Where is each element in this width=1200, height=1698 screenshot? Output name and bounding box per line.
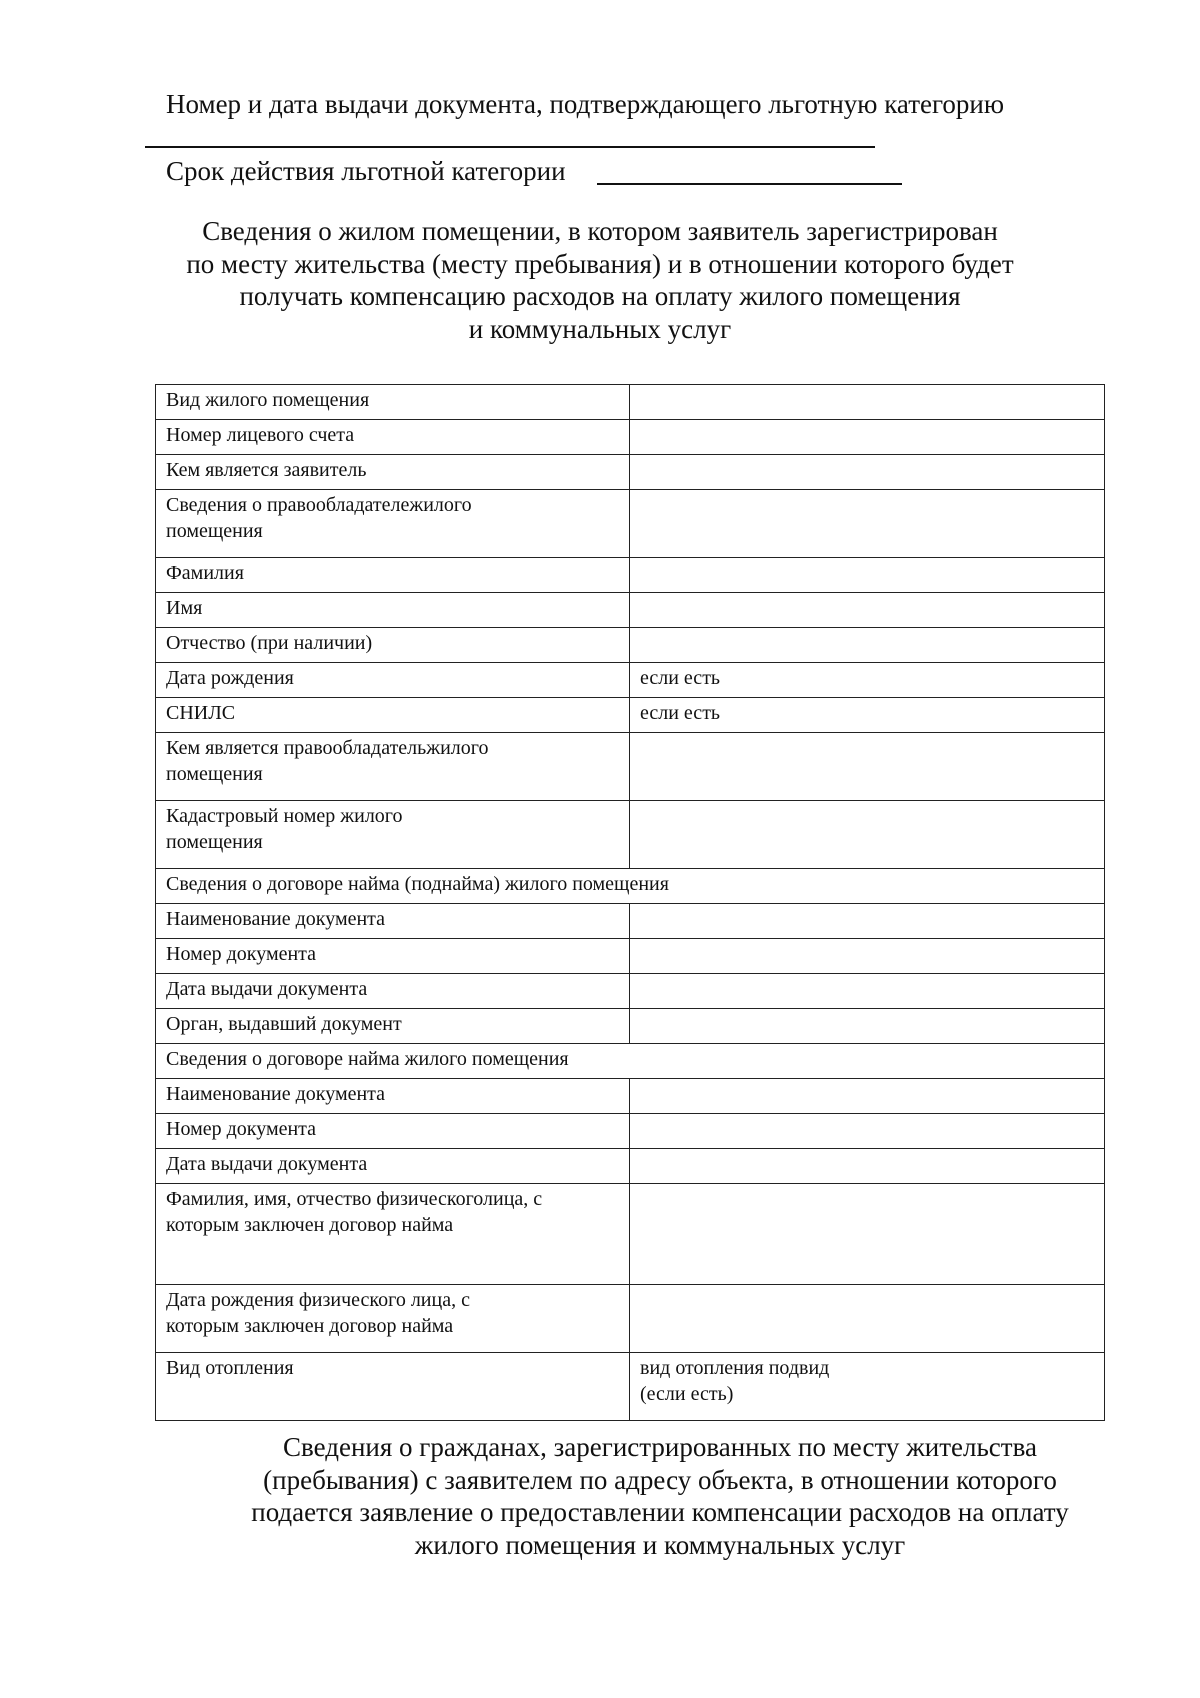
table-row <box>156 1184 1105 1285</box>
table-row <box>156 663 1105 698</box>
registered-citizens-heading <box>200 1431 1120 1561</box>
validity-fill-line[interactable] <box>597 183 902 185</box>
row-label: Номер документа <box>156 939 630 974</box>
section-header-row <box>156 869 1105 904</box>
table-row <box>156 904 1105 939</box>
heading-line: жилого помещения и коммунальных услуг <box>414 1529 906 1560</box>
table-row <box>156 698 1105 733</box>
table-row <box>156 1114 1105 1149</box>
row-value-field[interactable] <box>630 1114 1105 1149</box>
row-value-field[interactable] <box>630 1149 1105 1184</box>
row-label: Орган, выдавший документ <box>156 1009 630 1044</box>
row-value-field[interactable] <box>630 1079 1105 1114</box>
row-label: Вид жилого помещения <box>156 385 630 420</box>
table-row <box>156 1009 1105 1044</box>
row-value-field[interactable] <box>630 593 1105 628</box>
section-header-lease-sublease: Сведения о договоре найма (поднайма) жилого помещения <box>156 869 1105 904</box>
table-row <box>156 558 1105 593</box>
row-value-field[interactable] <box>630 420 1105 455</box>
table-row <box>156 593 1105 628</box>
row-label: Фамилия <box>156 558 630 593</box>
row-value-field[interactable]: вид отопления подвид (если есть) <box>630 1353 1105 1421</box>
row-label: Сведения о правообладатележилого помещения <box>156 490 630 558</box>
row-label: Дата рождения <box>156 663 630 698</box>
row-label: Дата выдачи документа <box>156 974 630 1009</box>
heading-line: и коммунальных услуг <box>468 313 732 344</box>
row-label: Дата рождения физического лица, с которым заключен договор найма <box>156 1285 630 1353</box>
row-value-field[interactable] <box>630 1184 1105 1285</box>
heading-line: подается заявление о предоставлении компенсации расходов на оплату <box>251 1497 1069 1527</box>
table-row <box>156 385 1105 420</box>
row-label: Дата выдачи документа <box>156 1149 630 1184</box>
row-label: Наименование документа <box>156 904 630 939</box>
table-row <box>156 733 1105 801</box>
table-row <box>156 455 1105 490</box>
row-value-field[interactable] <box>630 490 1105 558</box>
row-label: СНИЛС <box>156 698 630 733</box>
row-label: Кадастровый номер жилого помещения <box>156 801 630 869</box>
row-value-field[interactable] <box>630 904 1105 939</box>
row-value-field[interactable] <box>630 733 1105 801</box>
row-label: Номер лицевого счета <box>156 420 630 455</box>
heading-line: Сведения о гражданах, зарегистрированных по месту жительства <box>283 1432 1037 1462</box>
row-label: Отчество (при наличии) <box>156 628 630 663</box>
row-value-field[interactable]: если есть <box>630 698 1105 733</box>
table-row <box>156 1079 1105 1114</box>
table-row <box>156 939 1105 974</box>
row-label: Номер документа <box>156 1114 630 1149</box>
table-row <box>156 420 1105 455</box>
section-header-row <box>156 1044 1105 1079</box>
row-value-field[interactable] <box>630 385 1105 420</box>
row-label: Кем является правообладательжилого помещения <box>156 733 630 801</box>
row-label: Наименование документа <box>156 1079 630 1114</box>
row-value-field[interactable] <box>630 455 1105 490</box>
housing-info-table <box>155 384 1105 1421</box>
row-value-field[interactable] <box>630 974 1105 1009</box>
heading-line: Сведения о жилом помещении, в котором заявитель зарегистрирован <box>202 216 998 246</box>
row-value-field[interactable] <box>630 1009 1105 1044</box>
table-row <box>156 628 1105 663</box>
row-value-field[interactable] <box>630 628 1105 663</box>
table-row <box>156 1353 1105 1421</box>
doc-number-fill-line[interactable] <box>145 146 875 148</box>
row-label: Кем является заявитель <box>156 455 630 490</box>
doc-number-label: Номер и дата выдачи документа, подтверждающего льготную категорию <box>166 89 1005 119</box>
section-header-lease: Сведения о договоре найма жилого помещения <box>156 1044 1105 1079</box>
table-row <box>156 1149 1105 1184</box>
row-value-field[interactable]: если есть <box>630 663 1105 698</box>
row-value-field[interactable] <box>630 801 1105 869</box>
table-row <box>156 490 1105 558</box>
heading-line: (пребывания) с заявителем по адресу объекта, в отношении которого <box>263 1464 1057 1495</box>
heading-line: по месту жительства (месту пребывания) и в отношении которого будет <box>186 248 1014 279</box>
validity-label: Срок действия льготной категории <box>166 156 566 186</box>
housing-info-heading <box>150 215 1050 345</box>
row-label: Фамилия, имя, отчество физическоголица, с которым заключен договор найма <box>156 1184 630 1285</box>
row-value-field[interactable] <box>630 558 1105 593</box>
row-label: Вид отопления <box>156 1353 630 1421</box>
heading-line: получать компенсацию расходов на оплату жилого помещения <box>239 281 961 311</box>
table-row <box>156 1285 1105 1353</box>
table-row <box>156 974 1105 1009</box>
row-value-field[interactable] <box>630 939 1105 974</box>
row-value-field[interactable] <box>630 1285 1105 1353</box>
table-row <box>156 801 1105 869</box>
row-label: Имя <box>156 593 630 628</box>
